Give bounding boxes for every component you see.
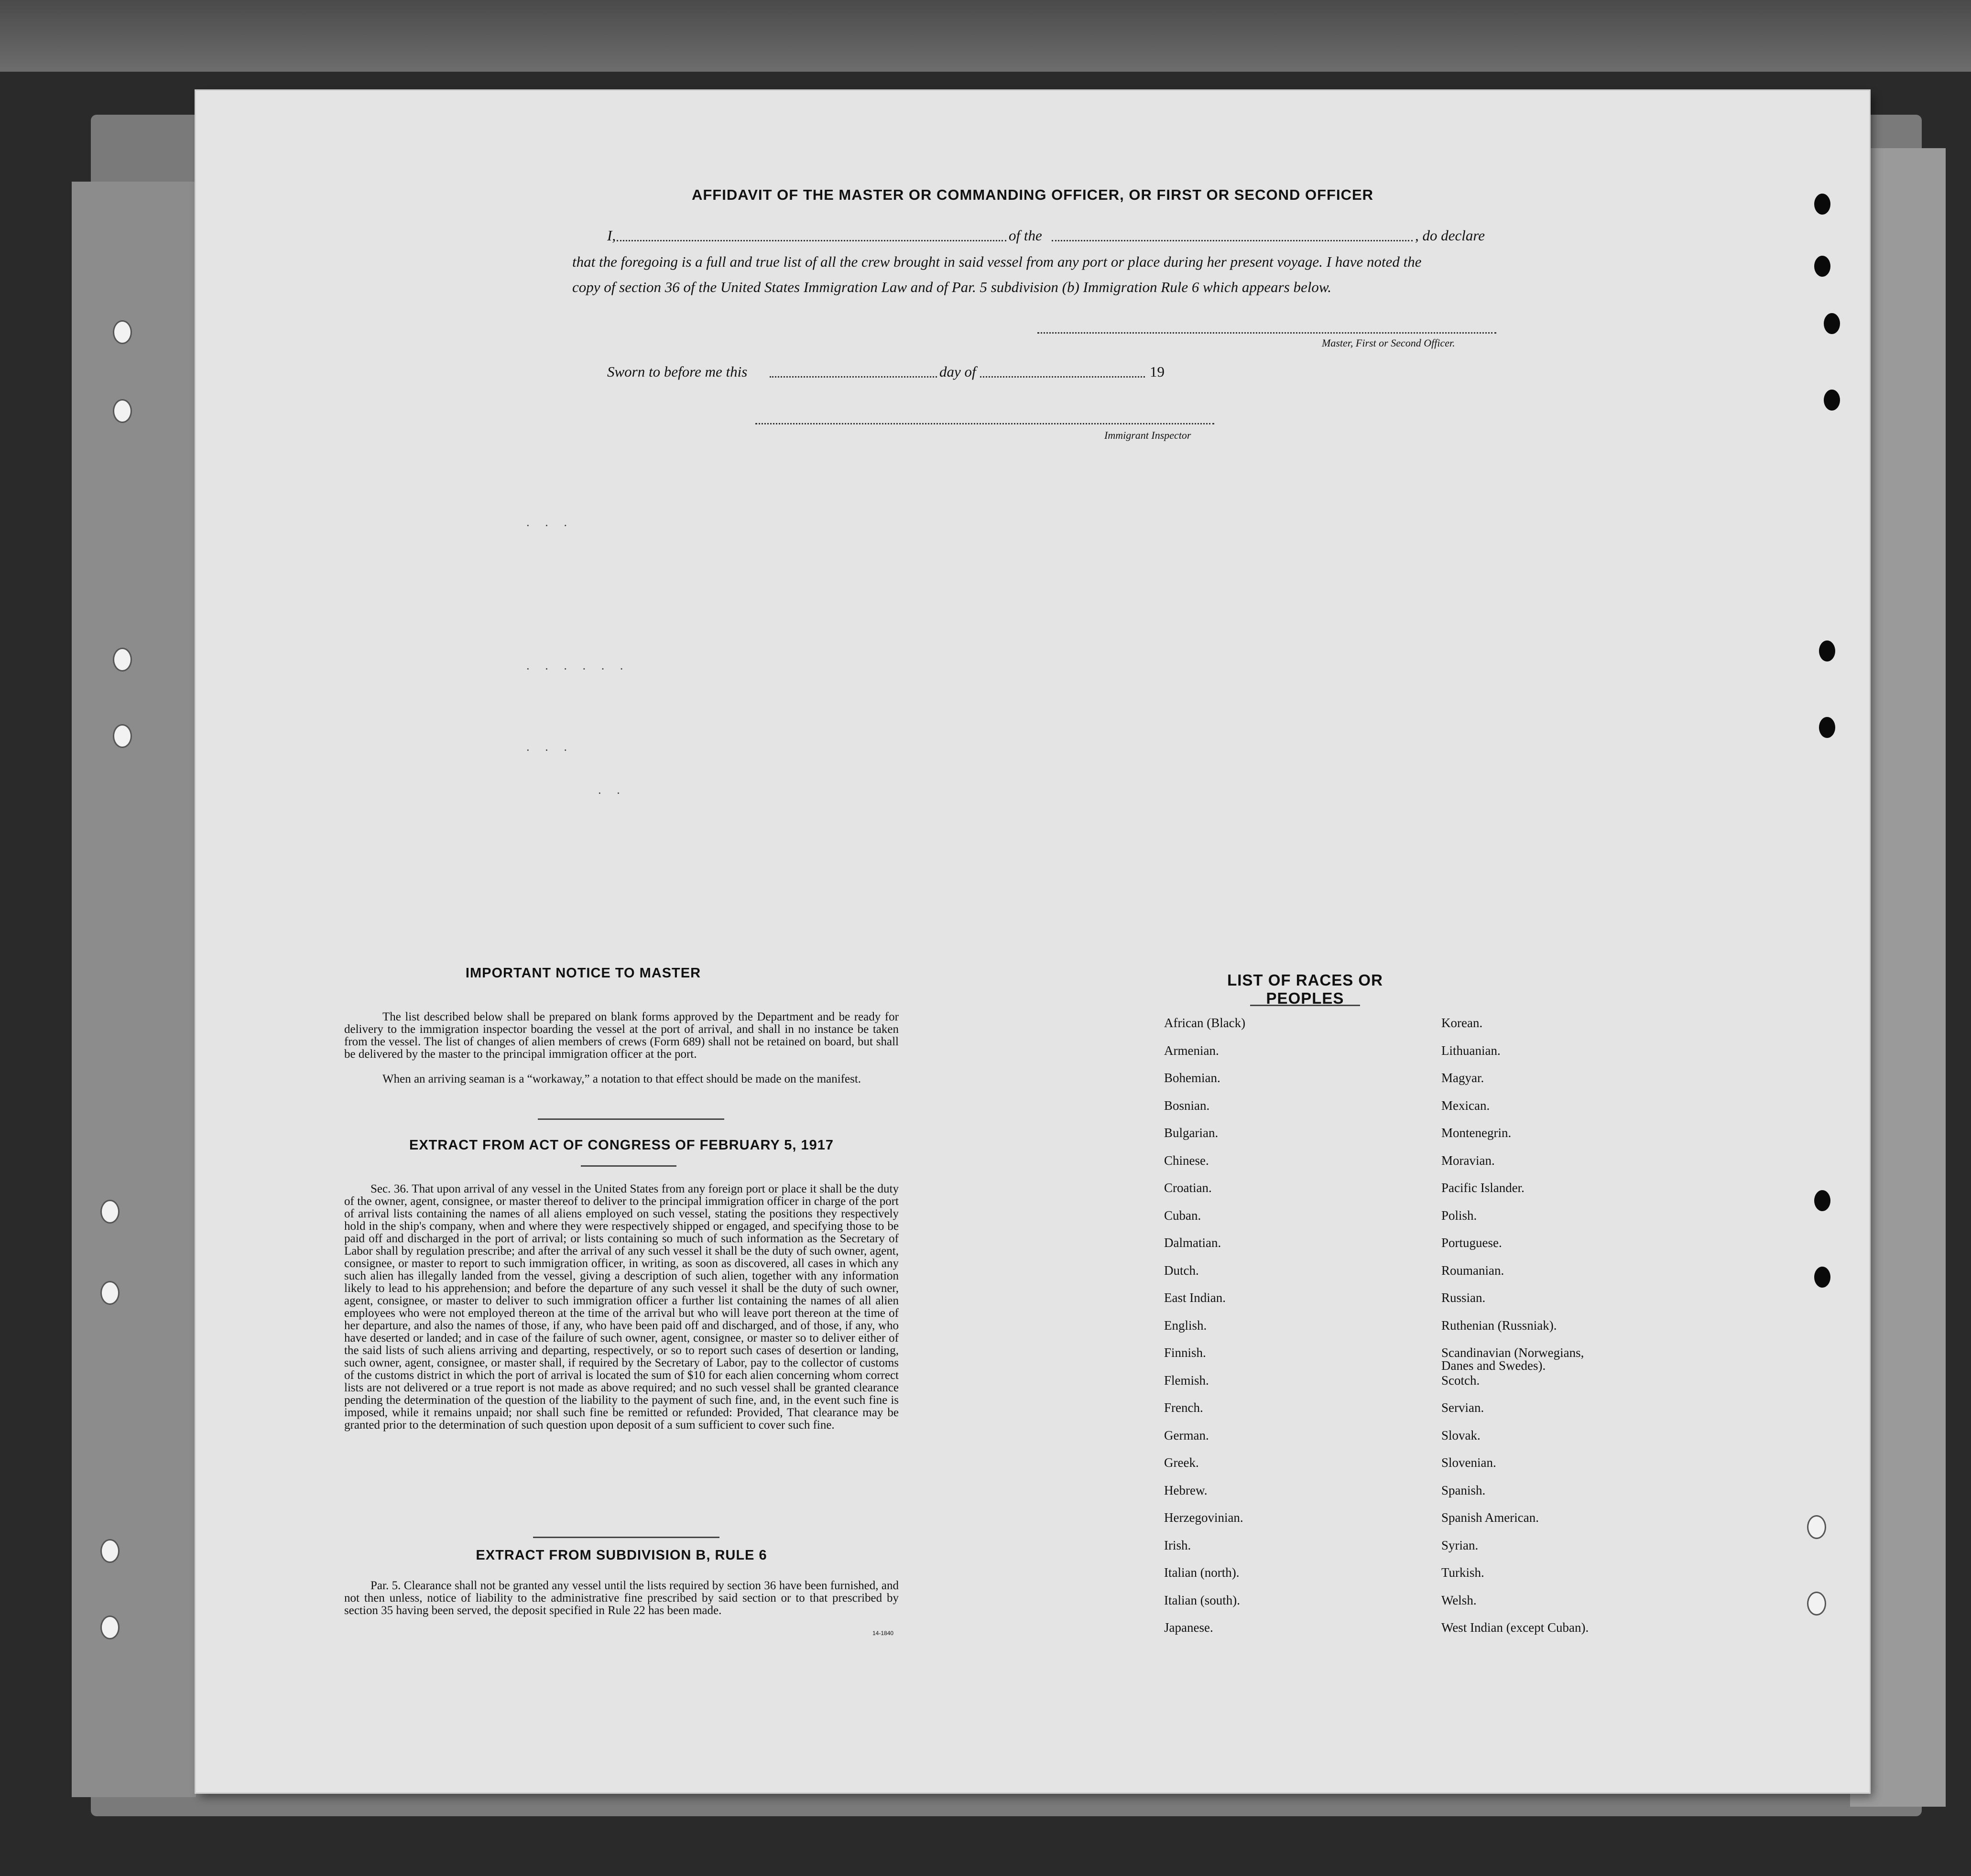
sworn-day-line bbox=[770, 376, 937, 378]
race-item: Bohemian. bbox=[1164, 1071, 1220, 1085]
notice-paragraph-2: When an arriving seaman is a “workaway,” a notation to that effect should be made on the manifest. bbox=[382, 1073, 861, 1085]
race-item: Irish. bbox=[1164, 1538, 1191, 1552]
race-item: Dutch. bbox=[1164, 1263, 1199, 1278]
race-item: Russian. bbox=[1441, 1290, 1486, 1305]
binder-hole bbox=[1819, 640, 1835, 661]
section-divider bbox=[533, 1537, 719, 1538]
extract-act-text: Sec. 36. That upon arrival of any vessel in the United States from any foreign port or place it shall be the duty of the owner, agent, consignee, or master thereof to deliver to the principal immigration officer in charge of the port of arrival lists containing the names of all aliens employed on such vessel, stating the positions they respectively hold in the ship's company, when and where they were respectively shipped or engaged, and specifying those to be paid off and discharged in the port of arrival; or lists containing so much of such information as the Secretary of Labor shall by regulation prescribe; and after the arrival of any such vessel it shall be the duty of such owner, agent, consignee, or master to report to such immigration officer, in writing, as soon as discovered, all cases in which any such alien has illegally landed from the vessel, giving a description of such alien, together with any information likely to lead to his apprehension; and before the departure of any such vessel it shall be the duty of such owner, agent, consignee, or master to deliver to such immigration officer a further list containing the names of all alien employees who were not employed thereon at the time of the arrival but who will leave port thereon at the time of her departure, and also the names of those, if any, who have been paid off and discharged, and of those, if any, who have deserted or landed; and in case of the failure of such owner, agent, consignee, or master so to deliver either of the said lists of such aliens arriving and departing, respectively, or so to report such cases of desertion or landing, such owner, agent, consignee, or master shall, if required by the Secretary of Labor, pay to the collector of customs of the customs district in which the port of arrival is located the sum of $10 for each alien concerning whom correct lists are not delivered or a true report is not made as above required; and no such vessel shall be granted clearance pending the determination of the question of the liability to the payment of such fine, and, in the event such fine is imposed, while it remains unpaid; nor shall such fine be remitted or refunded: Provided, That clearance may be granted prior to the determination of such question upon deposit of a sum sufficient to cover such fine. bbox=[344, 1182, 899, 1431]
section-divider bbox=[538, 1118, 724, 1120]
binding-strip-left bbox=[72, 182, 196, 1797]
vessel-name-line bbox=[1052, 240, 1413, 241]
affidavit-title: AFFIDAVIT OF THE MASTER OR COMMANDING OFFICER, OR FIRST OR SECOND OFFICER bbox=[691, 186, 1374, 203]
race-item: Italian (north). bbox=[1164, 1565, 1240, 1580]
race-item: French. bbox=[1164, 1400, 1203, 1415]
binder-hole bbox=[100, 1539, 120, 1563]
race-item: Slovak. bbox=[1441, 1428, 1481, 1442]
day-of-label: day of bbox=[939, 363, 976, 380]
race-item: Servian. bbox=[1441, 1400, 1484, 1415]
bleed-through-mark: · · bbox=[598, 786, 626, 800]
master-name-line bbox=[617, 240, 1006, 241]
bleed-through-mark: · · · bbox=[526, 743, 573, 757]
section-divider bbox=[581, 1165, 676, 1167]
races-title: LIST OF RACES OR PEOPLES bbox=[1227, 971, 1383, 1007]
binder-hole bbox=[113, 648, 132, 672]
bleed-through-mark: · · · · · · bbox=[526, 662, 630, 676]
race-item: Turkish. bbox=[1441, 1565, 1484, 1580]
binder-hole bbox=[1814, 1267, 1830, 1288]
race-item: Magyar. bbox=[1441, 1071, 1484, 1085]
affidavit-do-declare-label: , do declare bbox=[1415, 227, 1485, 244]
bleed-through-mark: · · · bbox=[526, 519, 573, 532]
race-item: Moravian. bbox=[1441, 1153, 1495, 1168]
binder-hole bbox=[113, 724, 132, 748]
inspector-caption: Immigrant Inspector bbox=[1104, 429, 1191, 441]
race-item: Cuban. bbox=[1164, 1208, 1201, 1223]
race-item: Croatian. bbox=[1164, 1181, 1212, 1195]
race-item: Polish. bbox=[1441, 1208, 1477, 1223]
race-item: Bulgarian. bbox=[1164, 1126, 1219, 1140]
binder-hole bbox=[1814, 1190, 1830, 1211]
race-item: Syrian. bbox=[1441, 1538, 1479, 1552]
manifest-back-page bbox=[196, 91, 1869, 1792]
binder-hole bbox=[100, 1281, 120, 1305]
binder-hole bbox=[1814, 256, 1830, 277]
notice-paragraph-1: The list described below shall be prepared on blank forms approved by the Department and be ready for delivery to the immigration inspector boarding the vessel at the port of arrival, and shall in no instance be taken from the vessel. The list of changes of alien members of crews (Form 689) shall not be retained on board, but shall be delivered by the master to the principal immigration officer at the port. bbox=[344, 1010, 899, 1061]
section-divider bbox=[1250, 1005, 1360, 1006]
race-item: English. bbox=[1164, 1318, 1207, 1333]
race-item: African (Black) bbox=[1164, 1016, 1246, 1030]
extract-act-title: EXTRACT FROM ACT OF CONGRESS OF FEBRUARY 5, 1917 bbox=[409, 1138, 834, 1153]
binder-hole bbox=[1807, 1592, 1826, 1616]
race-item: Bosnian. bbox=[1164, 1098, 1210, 1113]
race-item: Lithuanian. bbox=[1441, 1043, 1501, 1058]
affidavit-line-3: copy of section 36 of the United States Immigration Law and of Par. 5 subdivision (b) Immigration Rule 6 which appears below. bbox=[572, 279, 1332, 295]
race-item: Mexican. bbox=[1441, 1098, 1490, 1113]
race-item: German. bbox=[1164, 1428, 1209, 1442]
race-item: Montenegrin. bbox=[1441, 1126, 1512, 1140]
sworn-month-line bbox=[980, 376, 1145, 378]
race-item: Herzegovinian. bbox=[1164, 1510, 1243, 1525]
race-item: Scotch. bbox=[1441, 1373, 1480, 1388]
race-item: Roumanian. bbox=[1441, 1263, 1504, 1278]
affidavit-i-label: I, bbox=[607, 227, 616, 244]
race-item: Korean. bbox=[1441, 1016, 1483, 1030]
binder-hole bbox=[1824, 313, 1840, 334]
binder-hole bbox=[100, 1616, 120, 1639]
race-item: Finnish. bbox=[1164, 1345, 1206, 1360]
race-item: East Indian. bbox=[1164, 1290, 1226, 1305]
race-item: Flemish. bbox=[1164, 1373, 1209, 1388]
race-item: Ruthenian (Russniak). bbox=[1441, 1318, 1557, 1333]
race-item: Danes and Swedes). bbox=[1441, 1358, 1546, 1373]
sworn-year-prefix: 19 bbox=[1150, 363, 1165, 380]
affidavit-line-2: that the foregoing is a full and true list of all the crew brought in said vessel from any port or place during her present voyage. I have noted the bbox=[572, 253, 1422, 270]
race-item: Dalmatian. bbox=[1164, 1236, 1221, 1250]
notice-title: IMPORTANT NOTICE TO MASTER bbox=[465, 965, 701, 981]
race-item: West Indian (except Cuban). bbox=[1441, 1620, 1589, 1635]
binder-hole bbox=[113, 320, 132, 344]
race-item: Slovenian. bbox=[1441, 1455, 1496, 1470]
master-caption: Master, First or Second Officer. bbox=[1322, 337, 1455, 349]
race-item: Scandinavian (Norwegians, bbox=[1441, 1345, 1584, 1360]
sworn-label: Sworn to before me this bbox=[607, 363, 748, 380]
binder-hole bbox=[113, 399, 132, 423]
scanner-frame-top bbox=[0, 0, 1971, 72]
binder-hole bbox=[1819, 717, 1835, 738]
race-item: Spanish. bbox=[1441, 1483, 1486, 1497]
binder-hole bbox=[100, 1200, 120, 1224]
binder-hole bbox=[1824, 390, 1840, 411]
race-item: Welsh. bbox=[1441, 1593, 1477, 1607]
extract-rule-text: Par. 5. Clearance shall not be granted any vessel until the lists required by section 36 have been furnished, and not then unless, notice of liability to the administrative fine prescribed by said section or to that prescribed by section 35 having been served, the deposit specified in Rule 22 has been made. bbox=[344, 1579, 899, 1617]
race-item: Chinese. bbox=[1164, 1153, 1209, 1168]
race-item: Italian (south). bbox=[1164, 1593, 1240, 1607]
extract-rule-title: EXTRACT FROM SUBDIVISION B, RULE 6 bbox=[476, 1548, 767, 1563]
form-number: 14-1840 bbox=[872, 1630, 894, 1637]
race-item: Pacific Islander. bbox=[1441, 1181, 1525, 1195]
race-item: Greek. bbox=[1164, 1455, 1199, 1470]
inspector-signature-line bbox=[755, 423, 1214, 424]
binder-hole bbox=[1807, 1515, 1826, 1539]
race-item: Portuguese. bbox=[1441, 1236, 1502, 1250]
affidavit-of-the-label: of the bbox=[1009, 227, 1042, 244]
master-signature-line bbox=[1037, 332, 1496, 334]
race-item: Armenian. bbox=[1164, 1043, 1219, 1058]
race-item: Hebrew. bbox=[1164, 1483, 1208, 1497]
race-item: Japanese. bbox=[1164, 1620, 1213, 1635]
race-item: Spanish American. bbox=[1441, 1510, 1539, 1525]
